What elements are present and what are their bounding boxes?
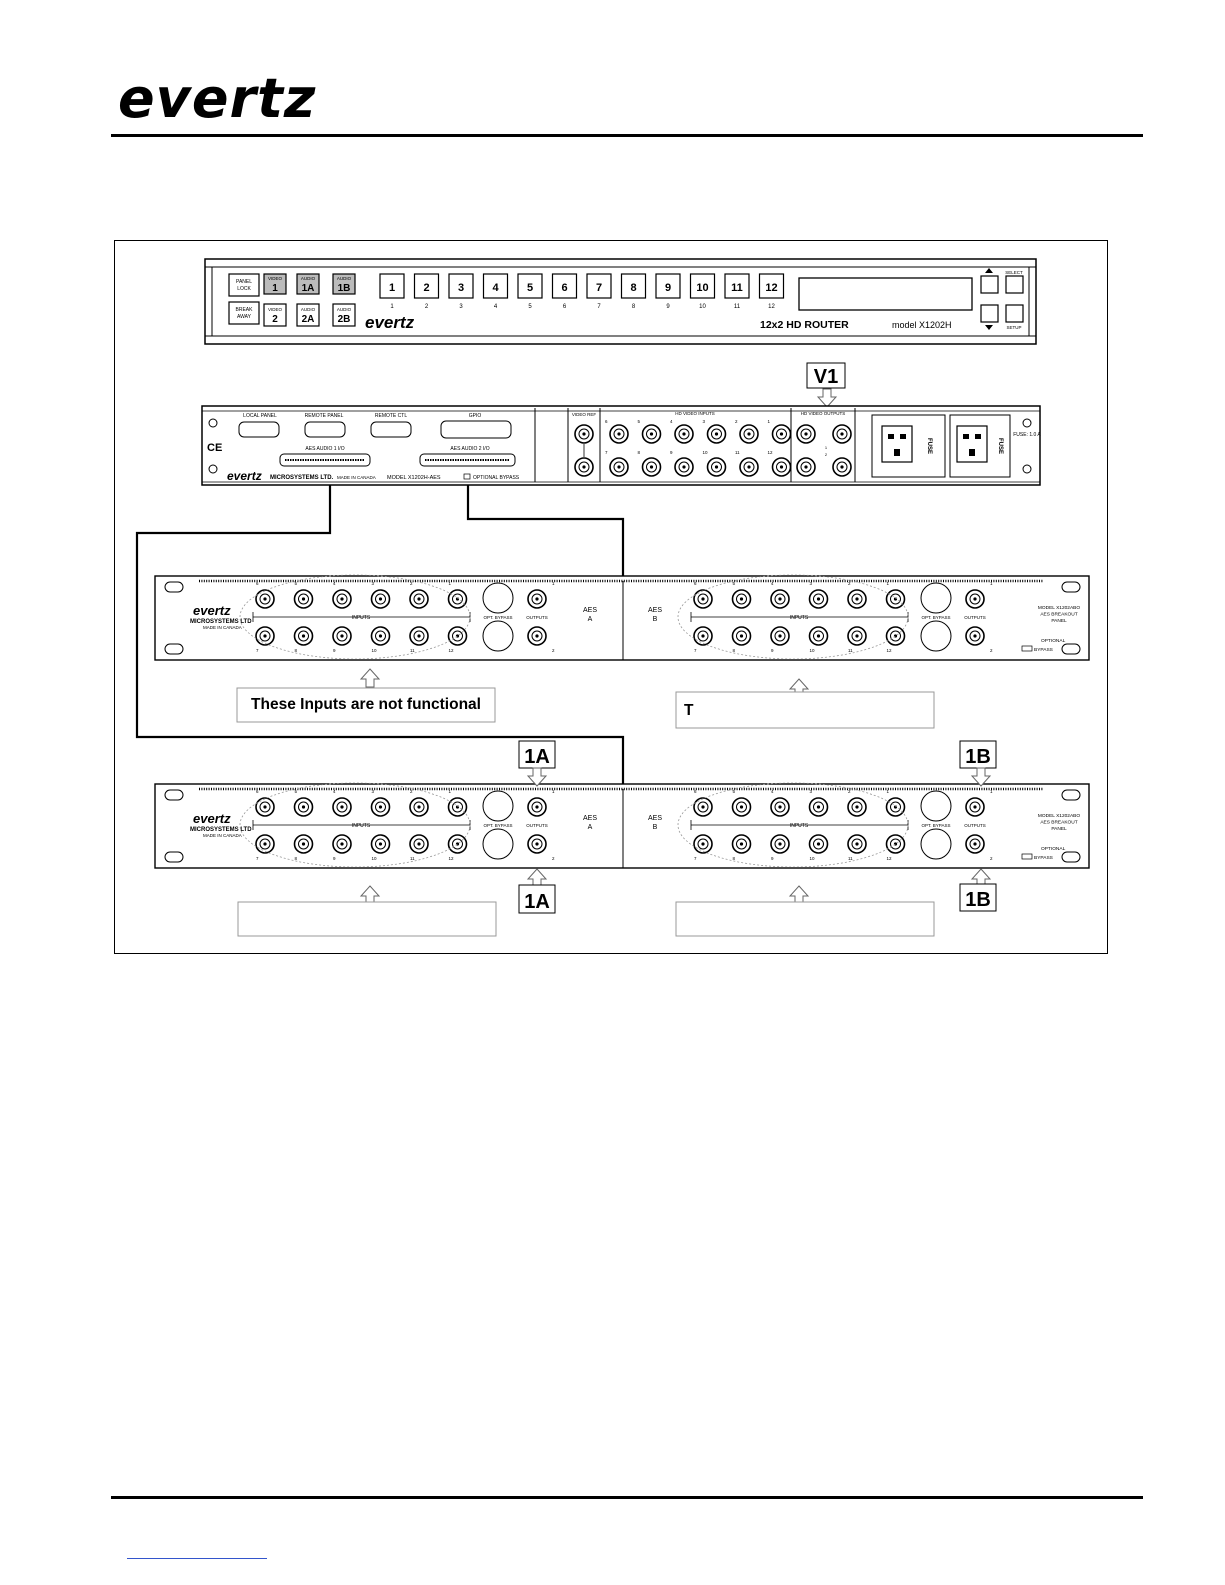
svg-text:FUSE: FUSE bbox=[926, 437, 932, 455]
aes-b-input-3[interactable] bbox=[810, 798, 828, 816]
down-button[interactable] bbox=[981, 305, 998, 322]
svg-text:MADE IN CANADA: MADE IN CANADA bbox=[337, 475, 376, 480]
input-number: 3 bbox=[809, 789, 813, 794]
inputs-label: INPUTS bbox=[351, 615, 371, 621]
source-number-label: 7 bbox=[597, 304, 601, 310]
svg-text:AWAY: AWAY bbox=[237, 314, 251, 320]
aes-a-input-4[interactable] bbox=[333, 798, 351, 816]
aes-b-output-2[interactable] bbox=[966, 835, 984, 853]
empty-callout-left bbox=[238, 902, 496, 936]
aes-label: AES bbox=[582, 815, 598, 822]
aes-side-label: A bbox=[587, 824, 593, 831]
header-rule bbox=[111, 134, 1143, 137]
aes-a-input-11[interactable] bbox=[410, 627, 428, 645]
svg-text:SETUP: SETUP bbox=[1006, 325, 1022, 330]
svg-text:OPTIONAL BYPASS: OPTIONAL BYPASS bbox=[473, 475, 520, 481]
aes-b-output-1[interactable] bbox=[966, 590, 984, 608]
input-number: 6 bbox=[694, 581, 697, 586]
aes-b-output-1[interactable] bbox=[966, 798, 984, 816]
evertz-logo: evertz bbox=[118, 67, 317, 130]
input-number: 9 bbox=[333, 856, 336, 861]
aes-side-label: B bbox=[652, 824, 658, 831]
output-number: 2 bbox=[552, 856, 555, 861]
up-button[interactable] bbox=[981, 276, 998, 293]
input-number: 8 bbox=[294, 648, 298, 653]
input-number: 9 bbox=[771, 856, 774, 861]
aes-b-input-4[interactable] bbox=[771, 798, 789, 816]
aes-a-input-9[interactable] bbox=[333, 627, 351, 645]
svg-text:AUDIO: AUDIO bbox=[300, 307, 316, 312]
setup-button[interactable] bbox=[1006, 305, 1023, 322]
aes-a-output-1[interactable] bbox=[528, 798, 546, 816]
footer-rule bbox=[111, 1496, 1143, 1499]
router-title: 12x2 HD ROUTER bbox=[760, 319, 849, 331]
opt-bypass-label: OPT. BYPASS bbox=[483, 823, 513, 828]
aes-a-input-3[interactable] bbox=[372, 590, 390, 608]
break-away-button[interactable] bbox=[229, 302, 259, 324]
bypass-label: BYPASS bbox=[1034, 856, 1053, 861]
breakout-company: MICROSYSTEMS LTD bbox=[190, 619, 252, 625]
svg-text:These Inputs are not functiona: These Inputs are not functional bbox=[251, 696, 481, 713]
aes-b-input-3[interactable] bbox=[810, 590, 828, 608]
router-model: model X1202H bbox=[892, 320, 952, 330]
output-number: 1 bbox=[552, 789, 555, 794]
inputs-label: INPUTS bbox=[789, 823, 809, 829]
input-number: 7 bbox=[256, 648, 259, 653]
aes-a-input-1[interactable] bbox=[449, 798, 467, 816]
remote-panel-port[interactable] bbox=[305, 422, 345, 437]
aes-a-input-2[interactable] bbox=[410, 590, 428, 608]
input-number: 2 bbox=[410, 789, 413, 794]
svg-text:T: T bbox=[684, 702, 694, 719]
hd-input-5[interactable] bbox=[643, 425, 661, 443]
input-number: 10 bbox=[809, 648, 815, 653]
source-number-label: 11 bbox=[733, 304, 741, 310]
svg-text:REMOTE CTL: REMOTE CTL bbox=[374, 413, 408, 419]
output-number: 1 bbox=[552, 581, 555, 586]
svg-text:1A: 1A bbox=[524, 891, 550, 913]
source-number-label: 8 bbox=[631, 304, 636, 310]
hd-input-label: 9 bbox=[670, 450, 673, 455]
source-button-label: 3 bbox=[457, 282, 465, 294]
ce-mark: CE bbox=[207, 442, 223, 454]
input-number: 6 bbox=[256, 581, 259, 586]
aes-a-input-8[interactable] bbox=[295, 835, 313, 853]
output-number: 2 bbox=[552, 648, 555, 653]
aes-b-input-8[interactable] bbox=[733, 835, 751, 853]
aes-a-input-11[interactable] bbox=[410, 835, 428, 853]
outputs-label: OUTPUTS bbox=[964, 823, 986, 828]
source-button-label: 5 bbox=[526, 282, 534, 294]
input-number: 12 bbox=[448, 856, 454, 861]
input-number: 11 bbox=[848, 648, 853, 653]
aes-a-output-1[interactable] bbox=[528, 590, 546, 608]
hd-input-12[interactable] bbox=[773, 458, 791, 476]
svg-text:1B: 1B bbox=[965, 746, 991, 768]
select-button[interactable] bbox=[1006, 276, 1023, 293]
input-number: 3 bbox=[809, 581, 813, 586]
aes-a-input-7[interactable] bbox=[256, 835, 274, 853]
hd-input-label: 7 bbox=[605, 450, 608, 455]
input-number: 2 bbox=[410, 581, 413, 586]
input-number: 6 bbox=[694, 789, 697, 794]
input-number: 6 bbox=[256, 789, 259, 794]
input-number: 1 bbox=[448, 789, 452, 794]
outputs-label: OUTPUTS bbox=[526, 615, 548, 620]
aes-a-input-10[interactable] bbox=[372, 627, 390, 645]
aes-side-label: B bbox=[652, 616, 658, 623]
source-button-label: 12 bbox=[765, 282, 778, 294]
hd-input-9[interactable] bbox=[675, 458, 693, 476]
hd-input-3[interactable] bbox=[708, 425, 726, 443]
input-number: 10 bbox=[809, 856, 815, 861]
svg-text:AUDIO: AUDIO bbox=[336, 307, 352, 312]
local-panel-port[interactable] bbox=[239, 422, 279, 437]
svg-text:SELECT: SELECT bbox=[1005, 270, 1023, 275]
aes-a-input-3[interactable] bbox=[372, 798, 390, 816]
input-number: 10 bbox=[371, 856, 377, 861]
empty-callout-right bbox=[676, 902, 934, 936]
breakout-model: AES BREAKOUT bbox=[1040, 820, 1078, 826]
aes-breakout-panel-2 bbox=[155, 783, 1089, 868]
input-number: 11 bbox=[410, 856, 415, 861]
hd-input-2[interactable] bbox=[740, 425, 758, 443]
source-number-label: 10 bbox=[699, 304, 706, 310]
aes-b-input-2[interactable] bbox=[848, 798, 866, 816]
aes-b-input-5[interactable] bbox=[733, 590, 751, 608]
input-number: 7 bbox=[694, 648, 697, 653]
aes-b-input-6[interactable] bbox=[694, 590, 712, 608]
source-button-label: 6 bbox=[561, 282, 568, 294]
input-number: 2 bbox=[848, 581, 851, 586]
output-number: 2 bbox=[990, 856, 993, 861]
hd-input-6[interactable] bbox=[610, 425, 628, 443]
output-number: 1 bbox=[990, 581, 993, 586]
input-number: 1 bbox=[448, 581, 452, 586]
aes-b-input-5[interactable] bbox=[733, 798, 751, 816]
hd-input-label: 8 bbox=[637, 450, 641, 455]
svg-text:AUDIO: AUDIO bbox=[300, 276, 316, 281]
svg-text:AUDIO: AUDIO bbox=[336, 276, 352, 281]
svg-text:2A: 2A bbox=[301, 314, 315, 325]
source-button-label: 1 bbox=[388, 282, 396, 294]
input-number: 4 bbox=[333, 581, 336, 586]
hd-input-4[interactable] bbox=[675, 425, 693, 443]
svg-text:HD VIDEO OUTPUTS: HD VIDEO OUTPUTS bbox=[800, 411, 846, 416]
aes-a-input-9[interactable] bbox=[333, 835, 351, 853]
aes-label: AES bbox=[582, 607, 598, 614]
svg-text:AES AUDIO 2 I/O: AES AUDIO 2 I/O bbox=[450, 446, 490, 452]
svg-text:HD VIDEO INPUTS: HD VIDEO INPUTS bbox=[675, 411, 715, 416]
outputs-label: OUTPUTS bbox=[964, 615, 986, 620]
aes-a-output-2[interactable] bbox=[528, 627, 546, 645]
input-number: 5 bbox=[732, 789, 736, 794]
source-number-label: 5 bbox=[528, 304, 532, 310]
input-number: 12 bbox=[886, 648, 892, 653]
aes-b-input-7[interactable] bbox=[694, 835, 712, 853]
bypass-label: BYPASS bbox=[1034, 648, 1053, 653]
output-number: 1 bbox=[990, 789, 993, 794]
aes-a-input-12[interactable] bbox=[449, 627, 467, 645]
aes-b-input-4[interactable] bbox=[771, 590, 789, 608]
svg-text:2: 2 bbox=[272, 314, 278, 325]
breakout-company: MICROSYSTEMS LTD bbox=[190, 827, 252, 833]
aes-a-input-6[interactable] bbox=[256, 590, 274, 608]
source-number-label: 1 bbox=[390, 304, 394, 310]
aes-b-input-2[interactable] bbox=[848, 590, 866, 608]
input-number: 5 bbox=[294, 581, 298, 586]
aes-b-input-1[interactable] bbox=[887, 590, 905, 608]
rear-panel bbox=[202, 406, 1041, 485]
input-number: 11 bbox=[410, 648, 415, 653]
aes-a-input-1[interactable] bbox=[449, 590, 467, 608]
input-number: 5 bbox=[294, 789, 298, 794]
aes-b-input-9[interactable] bbox=[771, 627, 789, 645]
input-number: 9 bbox=[333, 648, 336, 653]
router-connection-figure bbox=[114, 240, 1108, 954]
hd-input-label: 1 bbox=[767, 419, 771, 424]
input-number: 4 bbox=[333, 789, 336, 794]
aes-b-input-12[interactable] bbox=[887, 627, 905, 645]
svg-text:VIDEO: VIDEO bbox=[267, 307, 283, 312]
t-callout bbox=[676, 692, 934, 728]
opt-bypass-label: OPT. BYPASS bbox=[921, 823, 951, 828]
optional-label: OPTIONAL bbox=[1041, 847, 1066, 852]
optional-label: OPTIONAL bbox=[1041, 639, 1066, 644]
hd-input-label: 2 bbox=[735, 419, 738, 424]
break-away-label: BREAK bbox=[235, 307, 253, 313]
aes-breakout-panel-1 bbox=[155, 575, 1089, 660]
gpio-port[interactable] bbox=[441, 421, 511, 438]
breakout-made: MADE IN CANADA bbox=[203, 625, 242, 630]
level-buttons-bottom[interactable] bbox=[264, 304, 355, 326]
svg-text:1A: 1A bbox=[524, 746, 550, 768]
opt-bypass-label: OPT. BYPASS bbox=[483, 615, 513, 620]
input-number: 11 bbox=[848, 856, 853, 861]
input-number: 3 bbox=[371, 581, 375, 586]
aes-b-input-9[interactable] bbox=[771, 835, 789, 853]
breakout-model: MODEL X1202ABO bbox=[1037, 606, 1081, 611]
input-number: 8 bbox=[294, 856, 298, 861]
hd-input-label: 12 bbox=[767, 450, 773, 455]
svg-text:MODEL X1202H-AES: MODEL X1202H-AES bbox=[387, 475, 441, 481]
aes-b-input-7[interactable] bbox=[694, 627, 712, 645]
input-number: 7 bbox=[694, 856, 697, 861]
hd-input-11[interactable] bbox=[740, 458, 758, 476]
aes-a-input-8[interactable] bbox=[295, 627, 313, 645]
hd-input-1[interactable] bbox=[773, 425, 791, 443]
input-number: 4 bbox=[771, 581, 774, 586]
breakout-model: PANEL bbox=[1051, 619, 1067, 624]
lcd-display bbox=[799, 278, 972, 310]
source-button-label: 2 bbox=[423, 282, 430, 294]
panel-lock-button[interactable] bbox=[229, 274, 259, 296]
aes-a-output-2[interactable] bbox=[528, 835, 546, 853]
opt-bypass-label: OPT. BYPASS bbox=[921, 615, 951, 620]
aes-side-label: A bbox=[587, 616, 593, 623]
svg-text:FUSE: 1.0 A: FUSE: 1.0 A bbox=[1013, 432, 1041, 438]
input-number: 4 bbox=[771, 789, 774, 794]
inputs-label: INPUTS bbox=[789, 615, 809, 621]
breakout-made: MADE IN CANADA bbox=[203, 833, 242, 838]
input-number: 2 bbox=[848, 789, 851, 794]
hd-input-label: 10 bbox=[702, 450, 708, 455]
svg-text:2B: 2B bbox=[337, 314, 351, 325]
input-number: 3 bbox=[371, 789, 375, 794]
svg-text:1: 1 bbox=[824, 445, 828, 450]
aes-a-input-4[interactable] bbox=[333, 590, 351, 608]
aes-label: AES bbox=[647, 815, 663, 822]
aes-a-input-5[interactable] bbox=[295, 590, 313, 608]
aes-a-input-5[interactable] bbox=[295, 798, 313, 816]
svg-text:1B: 1B bbox=[965, 889, 991, 911]
inputs-label: INPUTS bbox=[351, 823, 371, 829]
svg-text:2: 2 bbox=[824, 452, 828, 457]
hd-input-label: 5 bbox=[637, 419, 641, 424]
breakout-model: PANEL bbox=[1051, 827, 1067, 832]
aes-a-input-2[interactable] bbox=[410, 798, 428, 816]
panel-lock-label: PANEL bbox=[235, 279, 253, 285]
svg-text:1A: 1A bbox=[301, 283, 315, 294]
breakout-logo: evertz bbox=[193, 603, 231, 618]
aes-b-input-8[interactable] bbox=[733, 627, 751, 645]
aes-b-input-11[interactable] bbox=[848, 627, 866, 645]
source-number-label: 9 bbox=[666, 304, 670, 310]
svg-text:LOCAL PANEL: LOCAL PANEL bbox=[243, 413, 277, 419]
level-buttons-top[interactable] bbox=[264, 274, 355, 294]
hd-input-label: 4 bbox=[670, 419, 673, 424]
input-number: 8 bbox=[732, 648, 736, 653]
front-panel-logo: evertz bbox=[365, 313, 415, 332]
power-inlet-1 bbox=[872, 415, 945, 477]
input-number: 5 bbox=[732, 581, 736, 586]
aes-b-input-10[interactable] bbox=[810, 627, 828, 645]
svg-text:GPIO: GPIO bbox=[468, 413, 482, 419]
input-number: 1 bbox=[886, 789, 890, 794]
breakout-logo: evertz bbox=[193, 811, 231, 826]
svg-text:AES AUDIO 1 I/O: AES AUDIO 1 I/O bbox=[305, 446, 345, 452]
aes-b-input-12[interactable] bbox=[887, 835, 905, 853]
source-button-label: 9 bbox=[664, 282, 672, 294]
input-number: 8 bbox=[732, 856, 736, 861]
aes-b-output-2[interactable] bbox=[966, 627, 984, 645]
aes-a-input-10[interactable] bbox=[372, 835, 390, 853]
svg-text:LOCK: LOCK bbox=[237, 286, 251, 292]
breakout-model: MODEL X1202ABO bbox=[1037, 814, 1081, 819]
breakout-model: AES BREAKOUT bbox=[1040, 612, 1078, 618]
svg-text:1: 1 bbox=[272, 283, 278, 294]
input-number: 10 bbox=[371, 648, 377, 653]
source-number-label: 6 bbox=[562, 304, 567, 310]
svg-text:V1: V1 bbox=[813, 366, 839, 388]
source-button-label: 4 bbox=[492, 282, 499, 294]
source-number-label: 4 bbox=[493, 304, 498, 310]
figure-drawing bbox=[115, 241, 1109, 955]
hd-input-10[interactable] bbox=[708, 458, 726, 476]
input-number: 1 bbox=[886, 581, 890, 586]
input-number: 12 bbox=[886, 856, 892, 861]
hd-input-8[interactable] bbox=[643, 458, 661, 476]
source-button-label: 7 bbox=[595, 282, 603, 294]
aes-b-input-1[interactable] bbox=[887, 798, 905, 816]
input-number: 7 bbox=[256, 856, 259, 861]
source-number-label: 2 bbox=[424, 304, 429, 310]
front-panel bbox=[205, 259, 1036, 344]
svg-text:FUSE: FUSE bbox=[997, 437, 1003, 455]
svg-text:evertz: evertz bbox=[227, 469, 262, 483]
source-number-label: 12 bbox=[768, 304, 775, 310]
hd-input-label: 11 bbox=[735, 450, 740, 455]
aes-label: AES bbox=[647, 607, 663, 614]
hd-input-label: 6 bbox=[605, 419, 608, 424]
hd-input-label: 3 bbox=[702, 419, 706, 424]
svg-text:VIDEO: VIDEO bbox=[267, 276, 283, 281]
aes-b-input-11[interactable] bbox=[848, 835, 866, 853]
output-number: 2 bbox=[990, 648, 993, 653]
input-number: 12 bbox=[448, 648, 454, 653]
svg-text:VIDEO REF: VIDEO REF bbox=[571, 412, 597, 417]
aes-a-input-6[interactable] bbox=[256, 798, 274, 816]
svg-text:MICROSYSTEMS LTD.: MICROSYSTEMS LTD. bbox=[270, 475, 334, 481]
source-button-label: 10 bbox=[696, 282, 709, 294]
footer-link-underline bbox=[127, 1558, 267, 1559]
outputs-label: OUTPUTS bbox=[526, 823, 548, 828]
svg-text:1B: 1B bbox=[337, 283, 351, 294]
aes-a-input-7[interactable] bbox=[256, 627, 274, 645]
aes-b-input-10[interactable] bbox=[810, 835, 828, 853]
hd-input-7[interactable] bbox=[610, 458, 628, 476]
source-button-label: 11 bbox=[731, 282, 743, 294]
aes-a-input-12[interactable] bbox=[449, 835, 467, 853]
source-number-label: 3 bbox=[459, 304, 463, 310]
svg-text:REMOTE PANEL: REMOTE PANEL bbox=[304, 413, 344, 419]
source-button-label: 8 bbox=[630, 282, 637, 294]
aes-b-input-6[interactable] bbox=[694, 798, 712, 816]
input-number: 9 bbox=[771, 648, 774, 653]
remote-ctl-port[interactable] bbox=[371, 422, 411, 437]
